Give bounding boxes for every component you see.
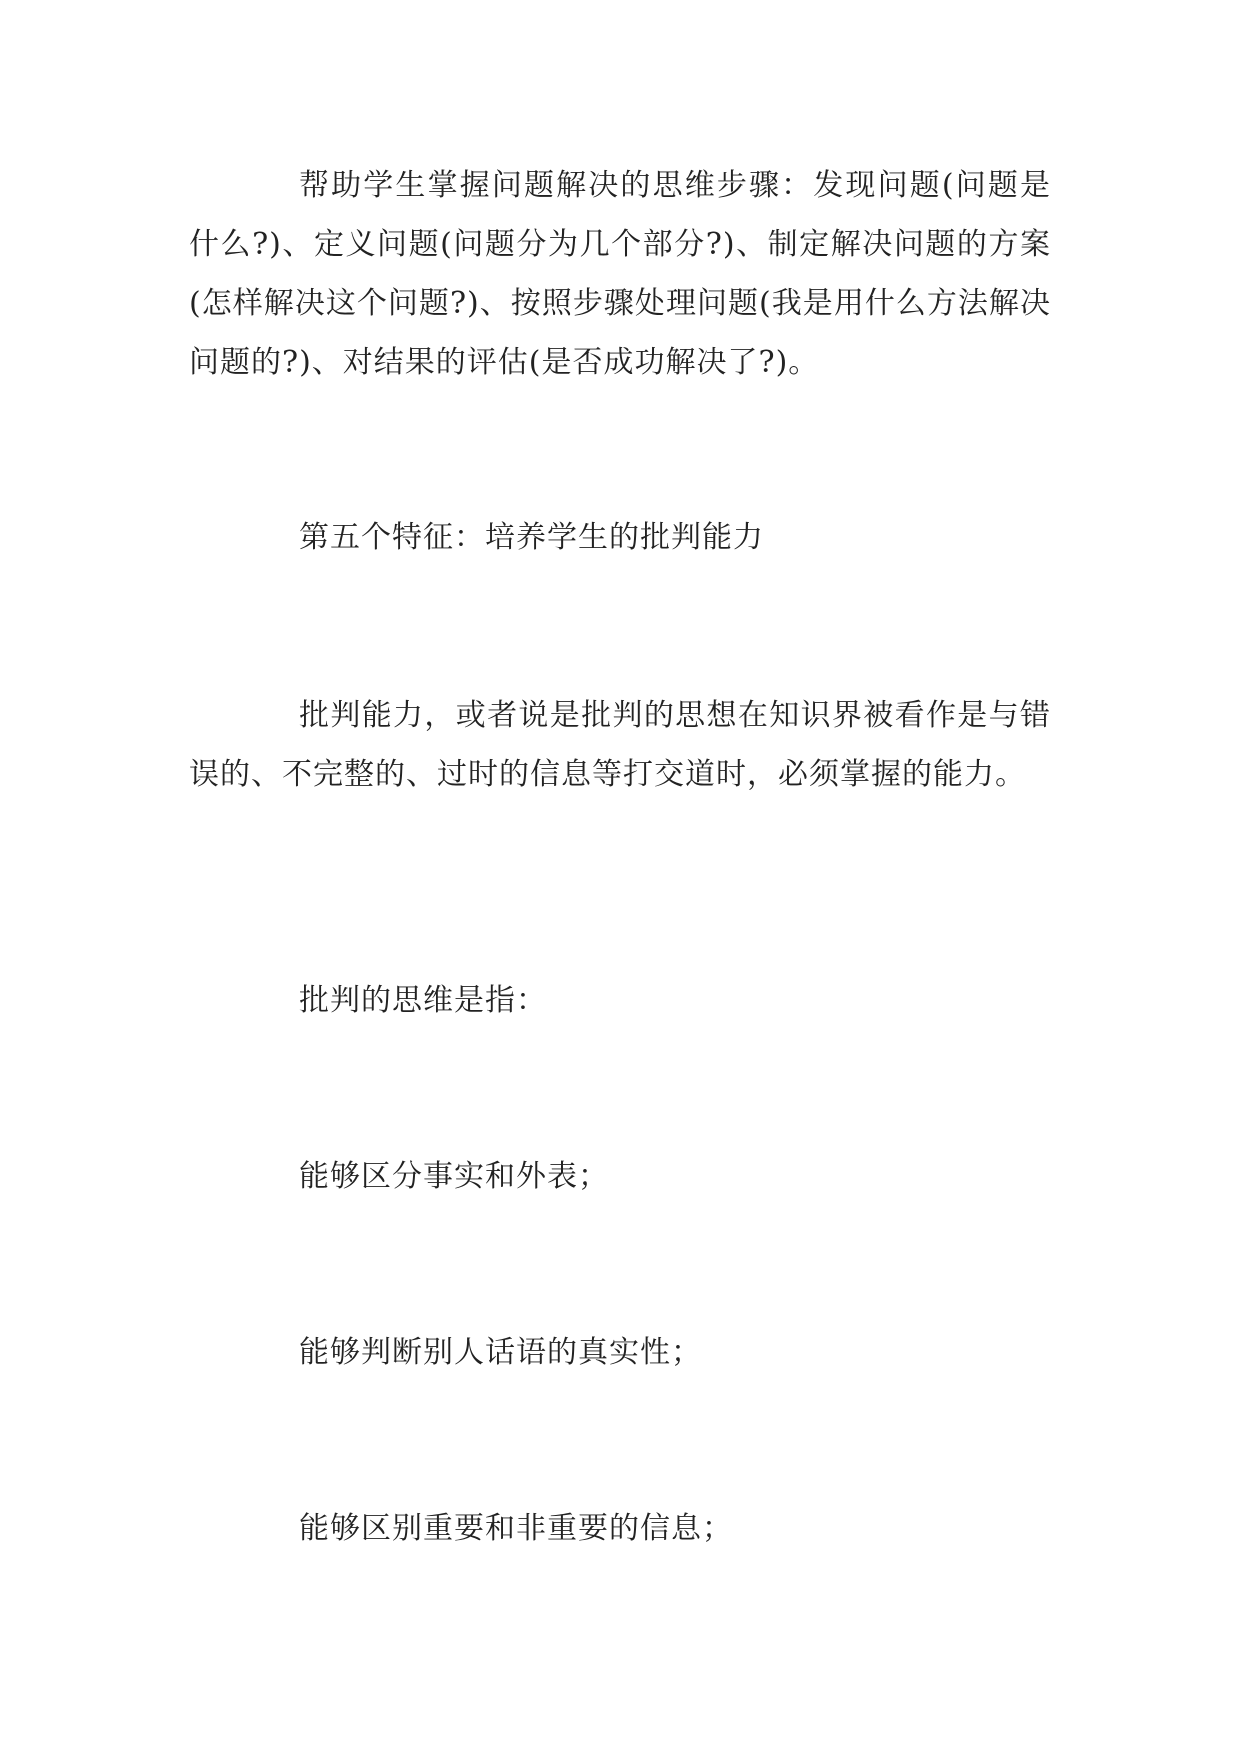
critical-ability-paragraph: 批判能力，或者说是批判的思想在知识界被看作是与错误的、不完整的、过时的信息等打交道时，必须掌握的能力。 xyxy=(189,698,1051,792)
list-item-judge-truthfulness: 能够判断别人话语的真实性； xyxy=(299,1335,702,1370)
list-item-important-information: 能够区别重要和非重要的信息； xyxy=(299,1511,733,1546)
fifth-feature-heading: 第五个特征：培养学生的批判能力 xyxy=(299,520,764,555)
list-item-fact-vs-appearance: 能够区分事实和外表； xyxy=(299,1159,609,1194)
problem-solving-steps-paragraph: 帮助学生掌握问题解决的思维步骤：发现问题(问题是什么?)、定义问题(问题分为几个部分?)、制定解决问题的方案(怎样解决这个问题?)、按照步骤处理问题(我是用什么方法解决问题的?)、对结果的评估(是否成功解决了?)。 xyxy=(189,168,1051,380)
critical-thinking-definition-intro: 批判的思维是指： xyxy=(299,983,547,1018)
